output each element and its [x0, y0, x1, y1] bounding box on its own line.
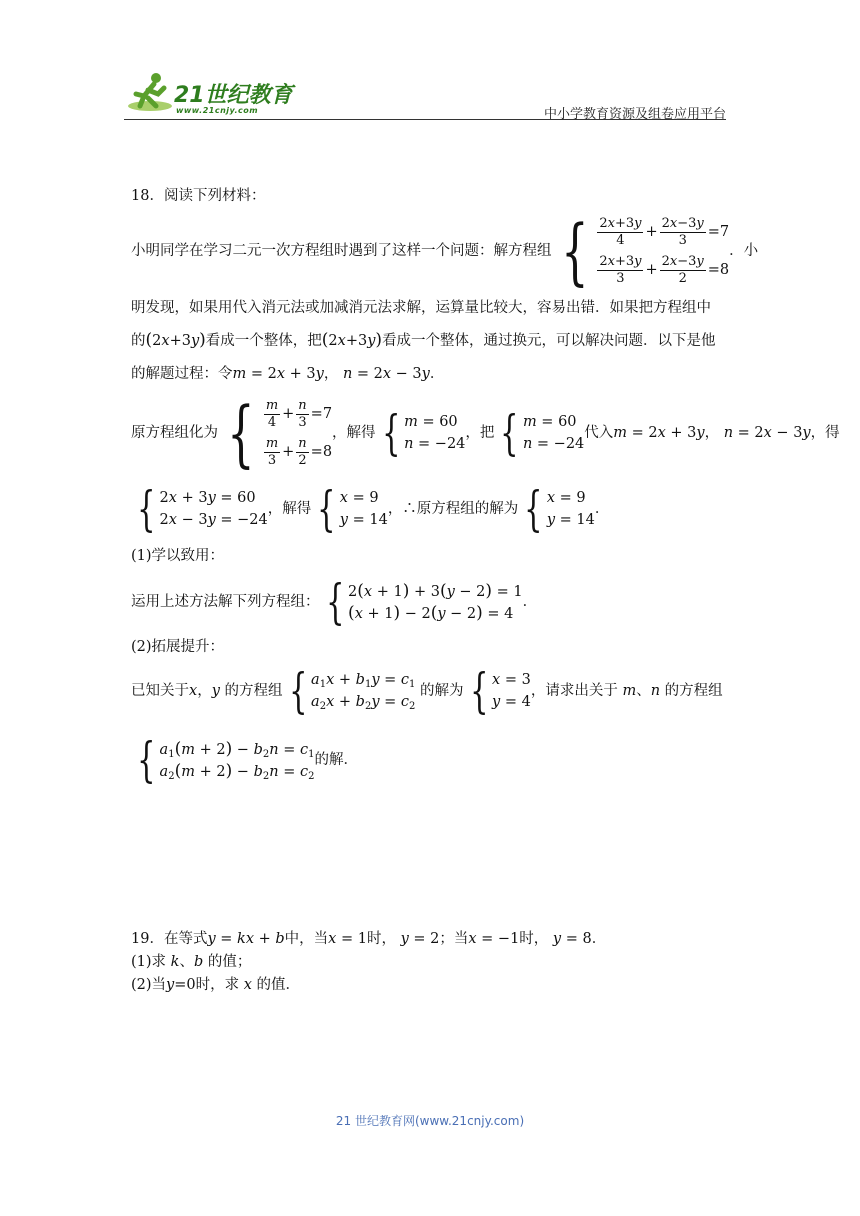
q18-part2-text: 已知关于x，y 的方程组 { $a_1x + b_1y = c_1$ $a_2x + b_2y = c_2$ 的解为 { x = 3 y = 4 ，请求出关于 m、n 的方程组 — [131, 663, 723, 719]
q18-part1-text: 运用上述方法解下列方程组： { 2(x + 1) + 3(y − 2) = 1 (x + 1) − 2(y − 2) = 4 ． — [131, 574, 538, 630]
q19-part2: (2)当y=0时，求 x 的值． — [131, 977, 301, 993]
logo-url: www.21cnjy.com — [176, 106, 259, 115]
q18-line3: 的(2x+3y)看成一个整体，把(2x+3y)看成一个整体，通过换元，可以解决问题．以下是他 — [131, 330, 716, 350]
q19-line1: 19．在等式y = kx + b中，当x = 1时， y = 2；当x = −1时， y = 8． — [131, 931, 607, 947]
q18-line2: 明发现，如果用代入消元法或加减消元法求解，运算量比较大，容易出错．如果把方程组中 — [131, 300, 711, 316]
logo-text: 21世纪教育 — [174, 83, 293, 108]
q18-line6: { 2x + 3y = 60 2x − 3y = −24 ，解得 { x = 9 y = 14 ，∴原方程组的解为 { x = 9 y = 14 ． — [137, 481, 610, 537]
logo-runner-icon — [126, 70, 176, 114]
q18-part2-system: { $a_1(m + 2) - b_2n = c_1$ $a_2(m + 2) - b_2n = c_2$ 的解． — [137, 732, 358, 788]
q19-part1: (1)求 k、b 的值； — [131, 954, 252, 970]
header — [120, 62, 726, 120]
q18-part1-title: (1)学以致用： — [131, 548, 225, 564]
q18-title: 18．阅读下列材料： — [131, 188, 266, 204]
q18-intro: 小明同学在学习二元一次方程组时遇到了这样一个问题：解方程组 { $\frac{2x+3y}{4}$ + $\frac{2x-3y}{3}$ =7 $\frac{2x+3y}{3}$ + $\frac{2x-3y}{2}$ =8 ．小 — [131, 209, 759, 293]
q18-system-original: { $\frac{2x+3y}{4}$ + $\frac{2x-3y}{3}$ =7 $\frac{2x+3y}{3}$ + $\frac{2x-3y}{2}$ =8 — [560, 209, 730, 293]
footer-link[interactable]: 21 世纪教育网(www.21cnjy.com) — [335, 1114, 525, 1128]
q18-line5: 原方程组化为 { $\frac{m}{4}$ + $\frac{n}{3}$ =7 $\frac{m}{3}$ + $\frac{n}{2}$ =8 ，解得 { m = 60 n = −24 ，把 { m = 60 n = −24 代入m = 2x + 3y， n = 2x − 3y，得 — [131, 391, 840, 475]
header-rule — [124, 119, 726, 120]
header-platform-text: 中小学教育资源及组卷应用平台 — [543, 107, 726, 122]
q18-line4: 的解题过程：令m = 2x + 3y， n = 2x − 3y． — [131, 366, 445, 382]
q18-part2-title: (2)拓展提升： — [131, 639, 225, 655]
